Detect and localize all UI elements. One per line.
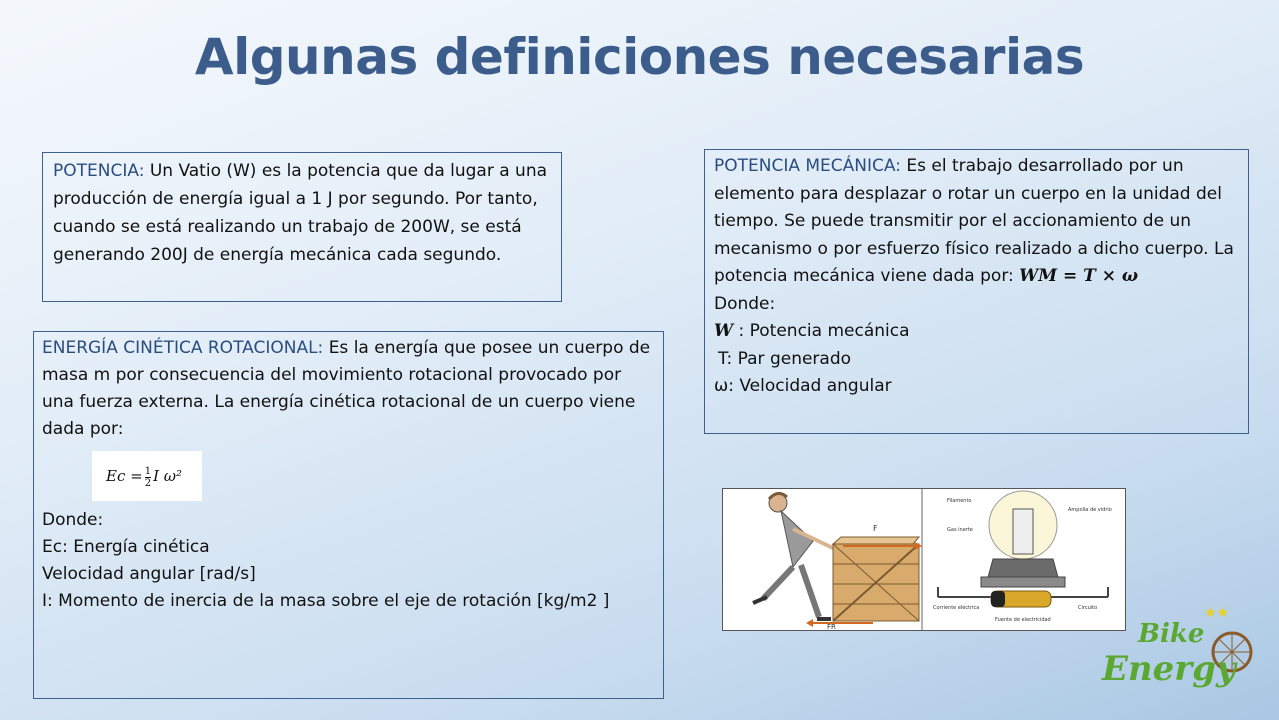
mecanica-w-text: : Potencia mecánica <box>738 321 910 341</box>
bike-energy-logo-svg <box>1098 600 1268 700</box>
cinetica-line-ec: Ec: Energía cinética <box>42 537 210 557</box>
potencia-text: Un Vatio (W) es la potencia que da lugar a una producción de energía igual a 1 J por segundo. Por tanto, cuando se está realizando un trabajo de 200W, se está generando 200J de energía mecánica cada segundo. <box>53 161 548 265</box>
cinetica-formula <box>92 451 202 501</box>
formula-lhs: Ec = <box>106 467 143 485</box>
potencia-mecanica-box <box>704 149 1249 434</box>
mecanica-t-line: T: Par generado <box>718 348 852 369</box>
formula-numerator: 1 <box>144 465 152 477</box>
bulb-label-circuito: Circuito <box>1078 605 1098 611</box>
potencia-definition-box <box>42 152 562 302</box>
mecanica-formula: WM = T × ω <box>1019 266 1139 286</box>
mecanica-omega-line: ω: Velocidad angular <box>714 376 892 396</box>
bulb-label-ampolla: Ampolla de vidrio <box>1068 507 1112 513</box>
cinetica-line-velocidad: Velocidad angular [rad/s] <box>42 564 256 584</box>
cinetica-term: ENERGÍA CINÉTICA ROTACIONAL: <box>42 338 324 358</box>
cinetica-text: Es la energía que posee un cuerpo de masa m por consecuencia del movimiento rotacional provocado por una fuerza externa. La energía cinética rotacional de un cuerpo viene dada por: <box>42 338 651 439</box>
force-label: F <box>873 524 878 533</box>
mecanica-text: Es el trabajo desarrollado por un elemento para desplazar o rotar un cuerpo en la unidad del tiempo. Se puede transmitir por el accionamiento de un mecanismo o por esfuerzo físico realizado a dicho cuerpo. La potencia mecánica viene dada por: <box>714 156 1234 286</box>
bike-energy-logo <box>1098 600 1268 700</box>
mecanica-w-line <box>714 318 1239 346</box>
illustration-svg <box>723 489 1125 630</box>
mecanica-term: POTENCIA MECÁNICA: <box>714 156 901 176</box>
formula-rhs: I ω² <box>153 467 183 485</box>
logo-line1: Bike <box>1138 619 1205 649</box>
bulb-label-corriente: Corriente eléctrica <box>933 605 980 611</box>
formula-fraction <box>145 466 151 489</box>
bulb-label-filamento: Filamento <box>947 498 972 504</box>
illustration-panel <box>722 488 1126 631</box>
w-symbol: W <box>714 321 734 341</box>
bulb-label-fuente: Fuente de electricidad <box>995 617 1051 623</box>
formula-denominator: 2 <box>144 477 152 489</box>
friction-label: FR <box>827 623 836 630</box>
cinetica-donde: Donde: <box>42 510 104 530</box>
star-icon: ★★ <box>1204 605 1230 621</box>
logo-line2: Energy <box>1102 649 1236 689</box>
energia-cinetica-box <box>33 331 664 699</box>
lightbulb-picture <box>933 491 1112 623</box>
bulb-label-gas: Gas inerte <box>947 527 973 533</box>
pushing-crate-picture <box>753 489 922 630</box>
cinetica-line-inercia: I: Momento de inercia de la masa sobre el eje de rotación [kg/m2 ] <box>42 591 610 611</box>
potencia-term: POTENCIA: <box>53 161 145 181</box>
page-title: Algunas definiciones necesarias <box>194 28 1085 86</box>
mecanica-donde: Donde: <box>714 293 776 314</box>
